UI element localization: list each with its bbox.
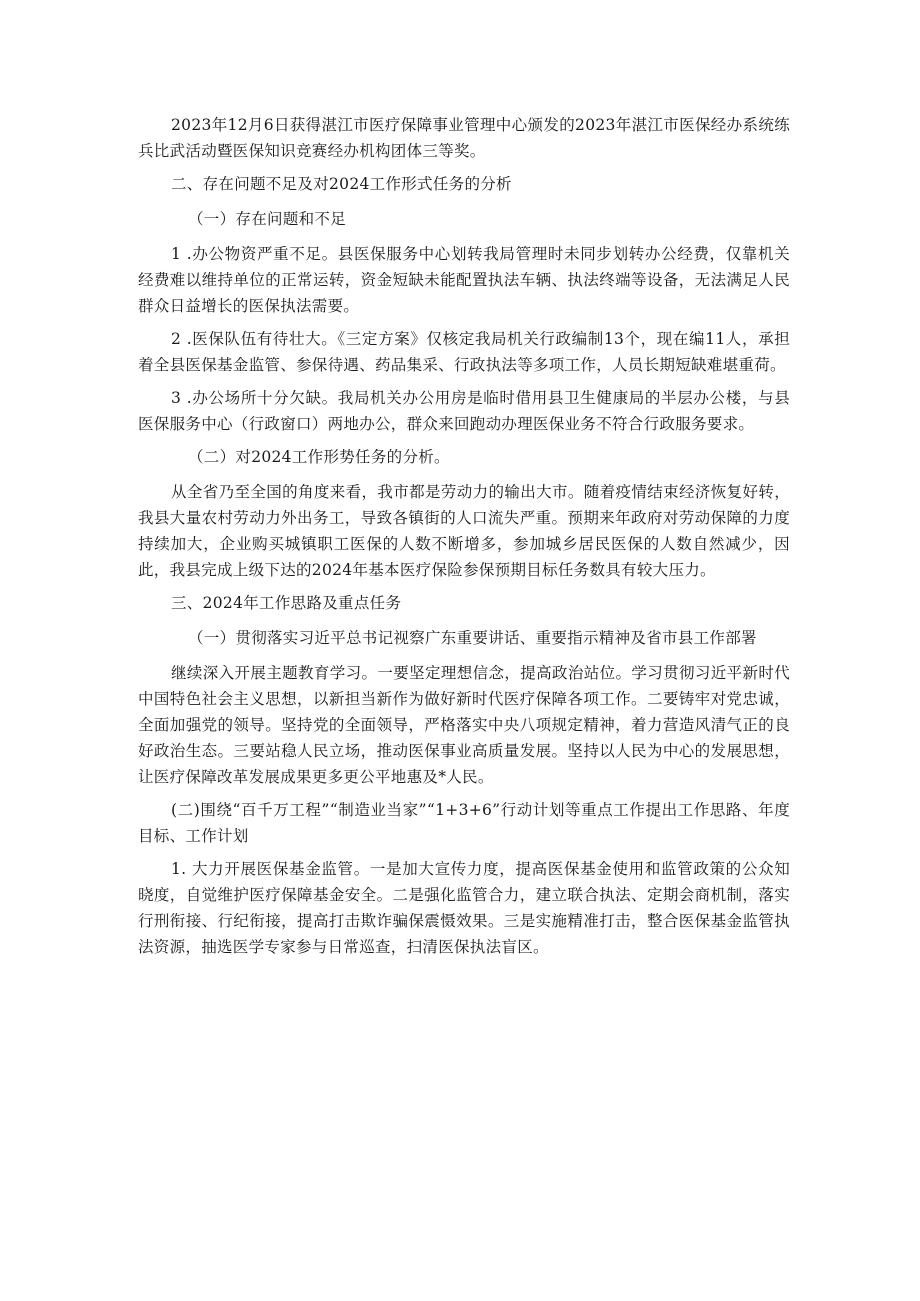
subsection-2-1-heading: （一）存在问题和不足 <box>188 210 347 228</box>
issue-3-paragraph: 3 .办公场所十分欠缺。我局机关办公用房是临时借用县卫生健康局的半层办公楼，与县医保服务中心（行政窗口）两地办公，群众来回跑动办理医保业务不符合行政服务要求。 <box>138 389 790 433</box>
issue-2-paragraph: 2 .医保队伍有待壮大。《三定方案》仅核定我局机关行政编制13个，现在编11人，承担着全县医保基金监管、参保待遇、药品集采、行政执法等多项工作，人员长期短缺难堪重荷。 <box>138 330 790 374</box>
analysis-paragraph: 从全省乃至全国的角度来看，我市都是劳动力的输出大市。随着疫情结束经济恢复好转，我县大量农村劳动力外出务工，导致各镇街的人口流失严重。预期来年政府对劳动保障的力度持续加大，企业购买城镇职工医保的人数不断增多，参加城乡居民医保的人数自然减少，因此，我县完成上级下达的2024年基本医疗保险参保预期目标任务数具有较大压力。 <box>138 483 790 579</box>
task-1-paragraph: 1. 大力开展医保基金监管。一是加大宣传力度，提高医保基金使用和监管政策的公众知晓度，自觉维护医疗保障基金安全。二是强化监管合力，建立联合执法、定期会商机制，落实行刑衔接、行纪衔接，提高打击欺诈骗保震慑效果。三是实施精准打击，整合医保基金监管执法资源，抽选医学专家参与日常巡查，扫清医保执法盲区。 <box>138 860 790 956</box>
section-3-heading: 三、2024年工作思路及重点任务 <box>171 594 402 612</box>
subsection-3-2-heading: (二)围绕“百千万工程”“制造业当家”“1+3+6”行动计划等重点工作提出工作思路、年度目标、工作计划 <box>138 801 790 845</box>
study-paragraph: 继续深入开展主题教育学习。一要坚定理想信念，提高政治站位。学习贯彻习近平新时代中国特色社会主义思想，以新担当新作为做好新时代医疗保障各项工作。二要铸牢对党忠诚，全面加强党的领导。坚持党的全面领导，严格落实中央八项规定精神，着力营造风清气正的良好政治生态。三要站稳人民立场，推动医保事业高质量发展。坚持以人民为中心的发展思想，让医疗保障改革发展成果更多更公平地惠及*人民。 <box>138 664 790 786</box>
subsection-2-2-heading: （二）对2024工作形势任务的分析。 <box>188 448 450 466</box>
issue-1-paragraph: 1 .办公物资严重不足。县医保服务中心划转我局管理时未同步划转办公经费，仅靠机关经费难以维持单位的正常运转，资金短缺未能配置执法车辆、执法终端等设备，无法满足人民群众日益增长的医保执法需要。 <box>138 245 790 315</box>
document-body <box>138 112 790 967</box>
award-paragraph: 2023年12月6日获得湛江市医疗保障事业管理中心颁发的2023年湛江市医保经办系统练兵比武活动暨医保知识竞赛经办机构团体三等奖。 <box>138 116 790 160</box>
subsection-3-1-heading: （一）贯彻落实习近平总书记视察广东重要讲话、重要指示精神及省市县工作部署 <box>188 629 757 647</box>
section-2-heading: 二、存在问题不足及对2024工作形式任务的分析 <box>171 175 512 193</box>
